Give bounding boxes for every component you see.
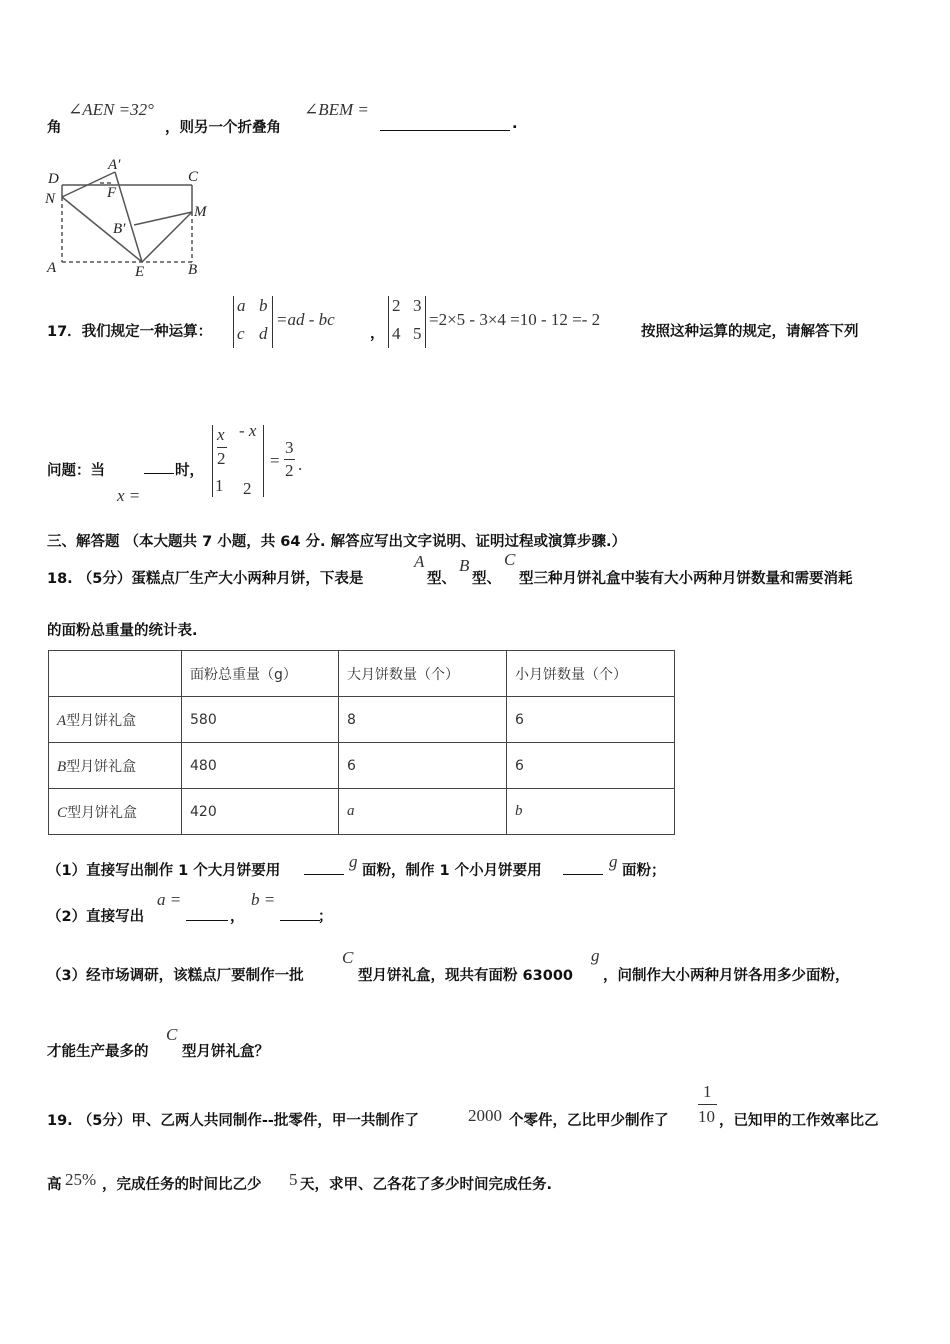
angle-bem: ∠BEM = bbox=[304, 100, 369, 119]
fraction-den: 10 bbox=[698, 1107, 715, 1126]
header-cell: 小月饼数量（个） bbox=[507, 651, 675, 697]
label-e: E bbox=[135, 264, 145, 280]
answer-blank bbox=[144, 473, 174, 474]
q16-prefix: 角 bbox=[47, 120, 62, 136]
part3-text: （3）经市场调研，该糕点厂要制作一批 bbox=[47, 968, 304, 984]
cell: d bbox=[259, 324, 268, 343]
label-a: A bbox=[47, 260, 57, 276]
row-label: B型月饼礼盒 bbox=[49, 743, 182, 789]
q19-text: 19. （5分）甲、乙两人共同制作--批零件，甲一共制作了 bbox=[47, 1113, 419, 1129]
number-2000: 2000 bbox=[468, 1106, 502, 1125]
q19-text: ，已知甲的工作效率比乙 bbox=[719, 1113, 879, 1129]
cell: 6 bbox=[507, 743, 675, 789]
label-d: D bbox=[48, 171, 59, 187]
q19-text: 个零件，乙比甲少制作了 bbox=[509, 1113, 669, 1129]
q18-text: 型、 bbox=[472, 571, 501, 587]
period: . bbox=[298, 455, 303, 474]
q18-text: 的面粉总重量的统计表. bbox=[47, 623, 198, 639]
cell: 8 bbox=[339, 697, 507, 743]
cell: a bbox=[237, 296, 246, 315]
fraction-num: 1 bbox=[703, 1082, 712, 1101]
fraction-den: 2 bbox=[285, 461, 294, 480]
x-equals: x = bbox=[117, 486, 141, 505]
cell: 480 bbox=[182, 743, 339, 789]
percent-25: 25% bbox=[65, 1170, 97, 1189]
var-c: C bbox=[342, 948, 354, 967]
header-cell bbox=[49, 651, 182, 697]
cell: 2 bbox=[392, 296, 401, 315]
part1-text: 面粉； bbox=[622, 863, 666, 879]
answer-blank bbox=[280, 920, 320, 921]
answer-blank bbox=[380, 130, 510, 131]
q19-text: ，完成任务的时间比乙少 bbox=[102, 1177, 262, 1193]
label-b: B bbox=[188, 262, 198, 278]
cell: c bbox=[237, 324, 245, 343]
cell: x bbox=[217, 425, 225, 444]
row-label: A型月饼礼盒 bbox=[49, 697, 182, 743]
cell: 4 bbox=[392, 324, 401, 343]
q19-text: 天，求甲、乙各花了多少时间完成任务. bbox=[300, 1177, 553, 1193]
answer-blank bbox=[186, 920, 228, 921]
cell: b bbox=[507, 789, 675, 835]
cell: 580 bbox=[182, 697, 339, 743]
label-f: F bbox=[107, 185, 117, 201]
answer-blank bbox=[563, 874, 603, 875]
mooncake-table bbox=[48, 650, 675, 835]
cell: b bbox=[259, 296, 268, 315]
unit-g: g bbox=[591, 946, 600, 965]
cell: 3 bbox=[413, 296, 422, 315]
var-b: B bbox=[459, 556, 470, 575]
cell: a bbox=[339, 789, 507, 835]
determinant-def bbox=[233, 296, 273, 348]
example-result: =2×5 - 3×4 =10 - 12 =- 2 bbox=[429, 310, 601, 329]
var-c: C bbox=[504, 550, 516, 569]
part3-text: 型月饼礼盒，现共有面粉 63000 bbox=[358, 968, 573, 984]
cell: 420 bbox=[182, 789, 339, 835]
q16-text: ，则另一个折叠角 bbox=[165, 120, 281, 136]
cell: 6 bbox=[507, 697, 675, 743]
q19-text: 高 bbox=[47, 1177, 62, 1193]
var-a: A bbox=[414, 552, 425, 571]
determinant-example bbox=[388, 296, 426, 348]
q18-text: 18. （5分）蛋糕点厂生产大小两种月饼，下表是 bbox=[47, 571, 364, 587]
comma: ， bbox=[370, 326, 385, 342]
part1-text: （1）直接写出制作 1 个大月饼要用 bbox=[47, 863, 281, 879]
table-row bbox=[49, 789, 675, 835]
semicolon: ； bbox=[318, 909, 333, 925]
section-heading: 三、解答题 （本大题共 7 小题，共 64 分. 解答应写出文字说明、证明过程或演算步骤.） bbox=[47, 534, 627, 550]
label-m: M bbox=[194, 204, 207, 220]
folding-figure bbox=[0, 0, 260, 290]
q18-text: 型三种月饼礼盒中装有大小两种月饼数量和需要消耗 bbox=[519, 571, 853, 587]
cell: 2 bbox=[217, 449, 226, 468]
cell: 2 bbox=[243, 479, 252, 498]
header-cell: 面粉总重量（g） bbox=[182, 651, 339, 697]
table-row bbox=[49, 743, 675, 789]
q17-question: 问题：当 bbox=[47, 463, 105, 479]
unit-g: g bbox=[609, 852, 618, 871]
q18-text: 型、 bbox=[427, 571, 456, 587]
q17-text: 时， bbox=[175, 463, 204, 479]
number-5: 5 bbox=[289, 1170, 298, 1189]
table-header bbox=[49, 651, 675, 697]
header-cell: 大月饼数量（个） bbox=[339, 651, 507, 697]
determinant-question bbox=[212, 421, 264, 498]
q17-intro: 17．我们规定一种运算： bbox=[47, 324, 213, 340]
fraction-num: 3 bbox=[285, 438, 294, 457]
angle-aen: ∠AEN =32° bbox=[68, 100, 154, 119]
label-c: C bbox=[188, 169, 199, 185]
table-row bbox=[49, 697, 675, 743]
unit-g: g bbox=[349, 852, 358, 871]
var-c: C bbox=[166, 1025, 178, 1044]
part3-text: ，问制作大小两种月饼各用多少面粉， bbox=[603, 968, 850, 984]
cell: - x bbox=[239, 421, 257, 440]
cell: 1 bbox=[215, 476, 224, 495]
part2-text: （2）直接写出 bbox=[47, 909, 145, 925]
cell: 5 bbox=[413, 324, 422, 343]
label-b-prime: B′ bbox=[113, 221, 126, 237]
part3-text: 型月饼礼盒？ bbox=[182, 1044, 269, 1060]
part3-text: 才能生产最多的 bbox=[47, 1044, 149, 1060]
period: . bbox=[512, 116, 518, 132]
label-n: N bbox=[45, 191, 56, 207]
def-result: =ad - bc bbox=[276, 310, 335, 329]
answer-blank bbox=[304, 874, 344, 875]
equals: = bbox=[270, 451, 280, 470]
q17-tail: 按照这种运算的规定，请解答下列 bbox=[641, 324, 859, 340]
part1-text: 面粉，制作 1 个小月饼要用 bbox=[362, 863, 542, 879]
row-label: C型月饼礼盒 bbox=[49, 789, 182, 835]
cell: 6 bbox=[339, 743, 507, 789]
a-equals: a = bbox=[157, 890, 182, 909]
comma: ， bbox=[230, 909, 245, 925]
label-a-prime: A′ bbox=[108, 157, 121, 173]
b-equals: b = bbox=[251, 890, 276, 909]
